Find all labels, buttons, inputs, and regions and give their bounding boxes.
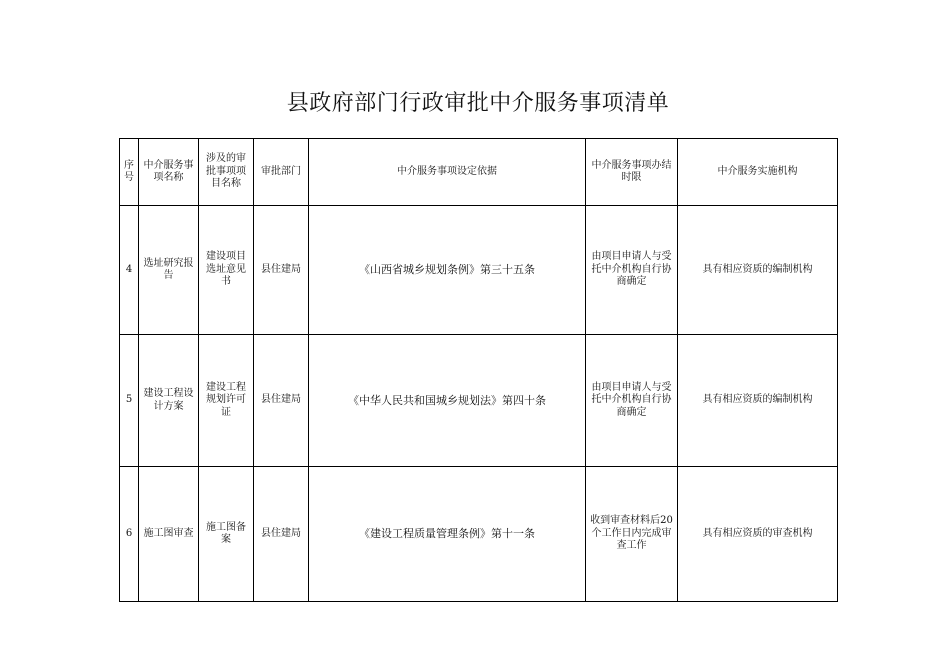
cell-department: 县住建局 [254, 467, 309, 602]
cell-name: 施工图审查 [139, 467, 199, 602]
cell-name: 选址研究报告 [139, 206, 199, 335]
cell-approval-item: 施工图备案 [199, 467, 254, 602]
table-header-row [120, 139, 838, 206]
cell-basis: 《山西省城乡规划条例》第三十五条 [309, 206, 586, 335]
header-basis: 中介服务事项设定依据 [309, 139, 586, 206]
header-approval-item: 涉及的审批事项项目名称 [199, 139, 254, 206]
cell-department: 县住建局 [254, 206, 309, 335]
header-department: 审批部门 [254, 139, 309, 206]
page-title: 县政府部门行政审批中介服务事项清单 [286, 91, 670, 116]
cell-agency: 具有相应资质的审查机构 [678, 467, 838, 602]
cell-no: 4 [120, 206, 139, 335]
header-name: 中介服务事项名称 [139, 139, 199, 206]
service-items-table [119, 138, 838, 602]
header-no: 序号 [120, 139, 139, 206]
cell-approval-item: 建设工程规划许可证 [199, 335, 254, 467]
cell-no: 5 [120, 335, 139, 467]
cell-department: 县住建局 [254, 335, 309, 467]
cell-basis: 《中华人民共和国城乡规划法》第四十条 [309, 335, 586, 467]
cell-no: 6 [120, 467, 139, 602]
cell-time-limit: 由项目申请人与受托中介机构自行协商确定 [586, 206, 678, 335]
header-time-limit: 中介服务事项办结时限 [586, 139, 678, 206]
cell-name: 建设工程设计方案 [139, 335, 199, 467]
table-row [120, 467, 838, 602]
cell-approval-item: 建设项目选址意见书 [199, 206, 254, 335]
cell-time-limit: 由项目申请人与受托中介机构自行协商确定 [586, 335, 678, 467]
cell-agency: 具有相应资质的编制机构 [678, 206, 838, 335]
cell-time-limit: 收到审查材料后20个工作日内完成审查工作 [586, 467, 678, 602]
table-row [120, 206, 838, 335]
cell-agency: 具有相应资质的编制机构 [678, 335, 838, 467]
header-agency: 中介服务实施机构 [678, 139, 838, 206]
table-row [120, 335, 838, 467]
cell-basis: 《建设工程质量管理条例》第十一条 [309, 467, 586, 602]
